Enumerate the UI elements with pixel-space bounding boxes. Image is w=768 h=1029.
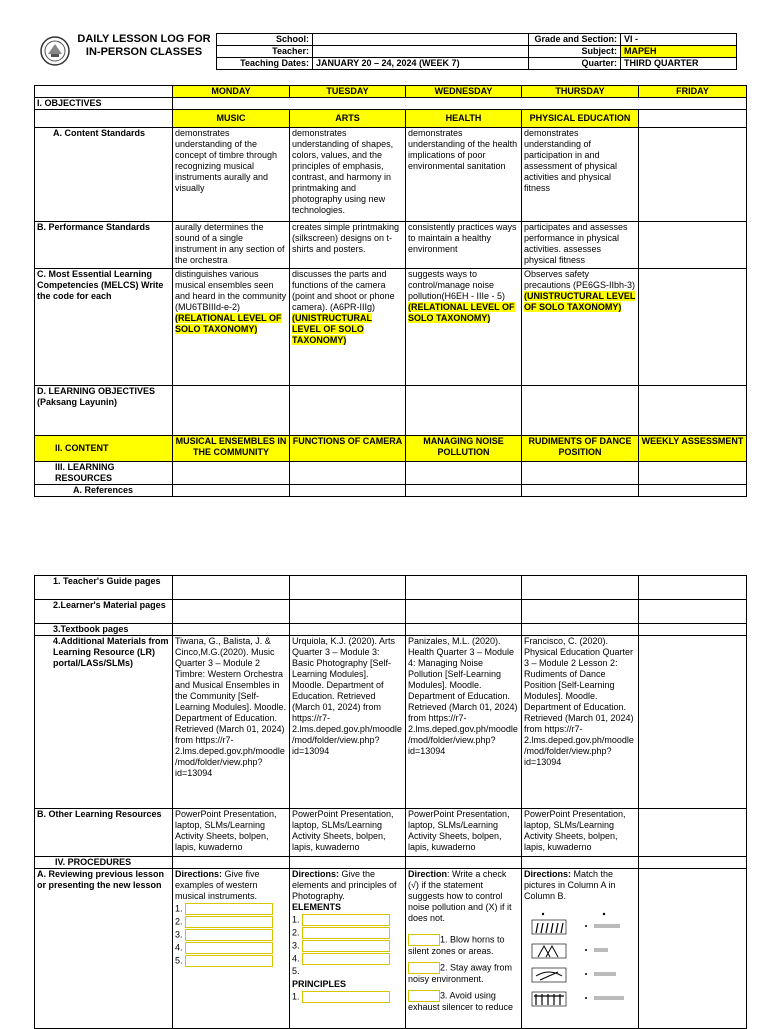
am-pe: Francisco, C. (2020). Physical Education Quarter 3 – Module 2 Lesson 2: Rudiments of Dance Position [Self-Learning Modules]. Moodle. Department of Education. Retrieved (March 01, 2024) from https://r7-2.lms.deped.gov.ph/moodle/mod/folder/view.php?id=13094 [522,636,639,809]
objectives-blank [173,98,747,110]
answer-blank[interactable] [302,914,390,926]
learning-objectives-label: D. LEARNING OBJECTIVES (Paksang Layunin) [35,386,173,436]
ref-health [406,485,522,497]
deped-seal-logo [40,36,70,66]
school-value [313,34,529,46]
references-label: A. References [35,485,173,497]
lo-arts [290,386,406,436]
lo-friday [639,386,747,436]
day-thursday: THURSDAY [522,86,639,98]
answer-blank[interactable] [185,903,273,915]
header-info-table [216,33,737,70]
lr-arts [290,462,406,485]
subject-pe: PHYSICAL EDUCATION [522,110,639,128]
ref-arts [290,485,406,497]
answer-blank[interactable] [185,916,273,928]
content-label: II. CONTENT [35,436,173,462]
melcs-friday [639,269,747,386]
melcs-health: suggests ways to control/manage noise pollution(H6EH - IIIe - 5) (RELATIONAL LEVEL OF SOLO TAXONOMY) [406,269,522,386]
subject-label: Subject: [529,46,621,58]
content-standard-arts: demonstrates understanding of shapes, colors, values, and the principles of emphasis, contrast, and harmony in printmaking and photography using new technologies. [290,128,406,222]
quarter-value: THIRD QUARTER [621,58,737,70]
lesson-table-bottom [34,575,747,1029]
content-standard-pe: demonstrates understanding of participation in and assessment of physical activities and physical fitness [522,128,639,222]
log-title: DAILY LESSON LOG FOR IN-PERSON CLASSES [77,33,211,58]
ref-pe [522,485,639,497]
answer-blank[interactable] [302,953,390,965]
am-arts: Urquiola, K.J. (2020). Arts Quarter 3 – Module 3: Basic Photography [Self-Learning Modules]. Moodle. Department of Education. Retrieved (March 01, 2024) from https://r7-2.lms.deped.gov.ph/moodle/mod/folder/view.php?id=13094 [290,636,406,809]
lm-arts [290,600,406,624]
teacher-value [313,46,529,58]
performance-pe: participates and assesses performance in physical activities. assesses physical fitness [522,222,639,269]
lo-health [406,386,522,436]
tb-music [173,624,290,636]
answer-blank[interactable] [185,929,273,941]
objectives-heading: I. OBJECTIVES [35,98,173,110]
dates-label: Teaching Dates: [217,58,313,70]
quarter-label: Quarter: [529,58,621,70]
proc-music [173,857,290,869]
lo-pe [522,386,639,436]
tg-music [173,576,290,600]
check-blank[interactable] [408,990,440,1002]
melcs-pe: Observes safety precautions (PE6GS-IIbh-3) (UNISTRUCTURAL LEVEL OF SOLO TAXONOMY) [522,269,639,386]
tb-arts [290,624,406,636]
olr-pe: PowerPoint Presentation, laptop, SLMs/Learning Activity Sheets, bolpen, lapis, kuwaderno [522,809,639,857]
content-standard-health: demonstrates understanding of the health implications of poor environmental sanitation [406,128,522,222]
check-blank[interactable] [408,962,440,974]
olr-health: PowerPoint Presentation, laptop, SLMs/Learning Activity Sheets, bolpen, lapis, kuwaderno [406,809,522,857]
lr-health [406,462,522,485]
tg-arts [290,576,406,600]
melcs-music: distinguishes various musical ensembles seen and heard in the community (MU6TBIIId-e-2) (RELATIONAL LEVEL OF SOLO TAXONOMY) [173,269,290,386]
answer-blank[interactable] [185,942,273,954]
check-blank[interactable] [408,934,440,946]
answer-blank[interactable] [302,940,390,952]
performance-label: B. Performance Standards [35,222,173,269]
day-wednesday: WEDNESDAY [406,86,522,98]
day-friday: FRIDAY [639,86,747,98]
day-tuesday: TUESDAY [290,86,406,98]
content-pe: RUDIMENTS OF DANCE POSITION [522,436,639,462]
tb-health [406,624,522,636]
day-monday: MONDAY [173,86,290,98]
teacher-label: Teacher: [217,46,313,58]
ref-friday [639,485,747,497]
lm-music [173,600,290,624]
subject-row-label [35,110,173,128]
ref-music [173,485,290,497]
olr-friday [639,809,747,857]
grade-label: Grade and Section: [529,34,621,46]
review-pe: Directions: Match the pictures in Column A in Column B. [522,869,639,1029]
proc-friday [639,857,747,869]
review-lesson-label: A. Reviewing previous lesson or presenting the new lesson [35,869,173,1029]
lo-music [173,386,290,436]
lesson-table-top [34,85,747,497]
am-friday [639,636,747,809]
lr-pe [522,462,639,485]
review-health: Direction: Write a check (√) if the statement suggests how to control noise pollution and (X) if it does not. 1. Blow horns to silent zones or areas. 2. Stay away from noisy environment. 3. Avoid using exhaust silencer to reduce [406,869,522,1029]
proc-arts [290,857,406,869]
performance-music: aurally determines the sound of a single instrument in any section of the orchestra [173,222,290,269]
dates-value: JANUARY 20 – 24, 2024 (WEEK 7) [313,58,529,70]
subject-health: HEALTH [406,110,522,128]
performance-friday [639,222,747,269]
school-label: School: [217,34,313,46]
lr-friday [639,462,747,485]
review-arts: Directions: Give the elements and principles of Photography. ELEMENTS 1. 2. 3. 4. 5. PRINCIPLES 1. [290,869,406,1029]
subject-friday [639,110,747,128]
answer-blank[interactable] [302,927,390,939]
melcs-label: C. Most Essential Learning Competencies (MELCS) Write the code for each [35,269,173,386]
review-music: Directions: Give five examples of western musical instruments. 1. 2. 3. 4. 5. [173,869,290,1029]
lm-health [406,600,522,624]
performance-health: consistently practices ways to maintain a healthy environment [406,222,522,269]
content-standards-label: A. Content Standards [35,128,173,222]
textbook-label: 3.Textbook pages [35,624,173,636]
content-standard-music: demonstrates understanding of the concept of timbre through recognizing musical instruments aurally and visually [173,128,290,222]
content-standard-friday [639,128,747,222]
answer-blank[interactable] [185,955,273,967]
learning-resources-label: III. LEARNING RESOURCES [35,462,173,485]
review-friday [639,869,747,1029]
blank-cell [35,86,173,98]
proc-pe [522,857,639,869]
tg-health [406,576,522,600]
performance-arts: creates simple printmaking (silkscreen) designs on t-shirts and posters. [290,222,406,269]
dance-position-matching-image [524,906,636,1018]
olr-arts: PowerPoint Presentation, laptop, SLMs/Learning Activity Sheets, bolpen, lapis, kuwaderno [290,809,406,857]
tg-pe [522,576,639,600]
procedures-label: IV. PROCEDURES [35,857,173,869]
content-arts: FUNCTIONS OF CAMERA [290,436,406,462]
learners-material-label: 2.Learner's Material pages [35,600,173,624]
tb-friday [639,624,747,636]
subject-arts: ARTS [290,110,406,128]
content-music: MUSICAL ENSEMBLES IN THE COMMUNITY [173,436,290,462]
am-health: Panizales, M.L. (2020). Health Quarter 3 – Module 4: Managing Noise Pollution [Self-Learning Modules]. Moodle. Department of Education. Retrieved (March 01, 2024) from https://r7-2.lms.deped.gov.ph/moodle/mod/folder/view.php?id=13094 [406,636,522,809]
tb-pe [522,624,639,636]
teachers-guide-label: 1. Teacher's Guide pages [35,576,173,600]
content-health: MANAGING NOISE POLLUTION [406,436,522,462]
other-resources-label: B. Other Learning Resources [35,809,173,857]
tg-friday [639,576,747,600]
subject-music: MUSIC [173,110,290,128]
lm-pe [522,600,639,624]
subject-value: MAPEH [621,46,737,58]
grade-value: VI - [621,34,737,46]
melcs-arts: discusses the parts and functions of the camera (point and shoot or phone camera). (A6PR-IIIg) (UNISTRUCTURAL LEVEL OF SOLO TAXONOMY) [290,269,406,386]
olr-music: PowerPoint Presentation, laptop, SLMs/Learning Activity Sheets, bolpen, lapis, kuwaderno [173,809,290,857]
lm-friday [639,600,747,624]
lr-music [173,462,290,485]
additional-materials-label: 4.Additional Materials from Learning Resource (LR) portal/LASs/SLMs) [35,636,173,809]
am-music: Tiwana, G., Balista, J. & Cinco,M.G.(2020). Music Quarter 3 – Module 2 Timbre: Western Orchestra and Musical Ensembles in the Community [Self-Learning Modules]. Moodle. Department of Education. Retrieved (March 01, 2024) from https://r7-2.lms.deped.gov.ph/moodle/mod/folder/view.php?id=13094 [173,636,290,809]
answer-blank[interactable] [302,991,390,1003]
proc-health [406,857,522,869]
content-friday: WEEKLY ASSESSMENT [639,436,747,462]
